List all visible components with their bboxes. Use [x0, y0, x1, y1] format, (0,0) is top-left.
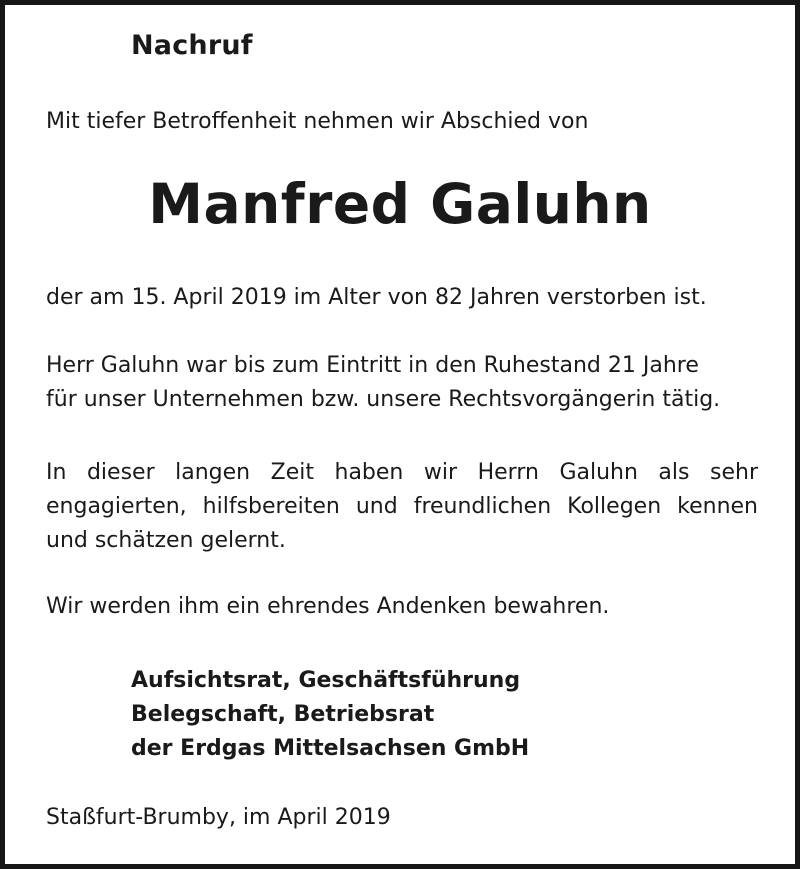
deceased-name: Manfred Galuhn: [148, 172, 652, 236]
signature-line-3: der Erdgas Mittelsachsen GmbH: [131, 736, 530, 761]
closing-paragraph: [46, 590, 758, 624]
service-line-1: Herr Galuhn war bis zum Eintritt in den Ruhestand 21 Jahre: [46, 353, 699, 378]
place-date: Staßfurt-Brumby, im April 2019: [46, 805, 391, 830]
death-paragraph: [46, 281, 758, 315]
intro-text: Mit tiefer Betroffenheit nehmen wir Abschied von: [46, 109, 589, 134]
tribute-line-2: engagierten, hilfsbereiten und freundlichen Kollegen kennen: [46, 494, 758, 519]
notice-heading: Nachruf: [131, 30, 253, 61]
tribute-line-3: und schätzen gelernt.: [46, 528, 286, 553]
death-line: der am 15. April 2019 im Alter von 82 Jahren verstorben ist.: [46, 285, 707, 310]
signature-block: [131, 664, 529, 766]
closing-line: Wir werden ihm ein ehrendes Andenken bewahren.: [46, 594, 610, 619]
tribute-line-1: In dieser langen Zeit haben wir Herrn Galuhn als sehr: [46, 460, 758, 485]
signature-line-2: Belegschaft, Betriebsrat: [131, 702, 435, 727]
service-line-2: für unser Unternehmen bzw. unsere Rechtsvorgängerin tätig.: [46, 387, 721, 412]
tribute-paragraph: [46, 456, 758, 558]
service-paragraph: [46, 349, 758, 417]
signature-line-1: Aufsichtsrat, Geschäftsführung: [131, 668, 521, 693]
